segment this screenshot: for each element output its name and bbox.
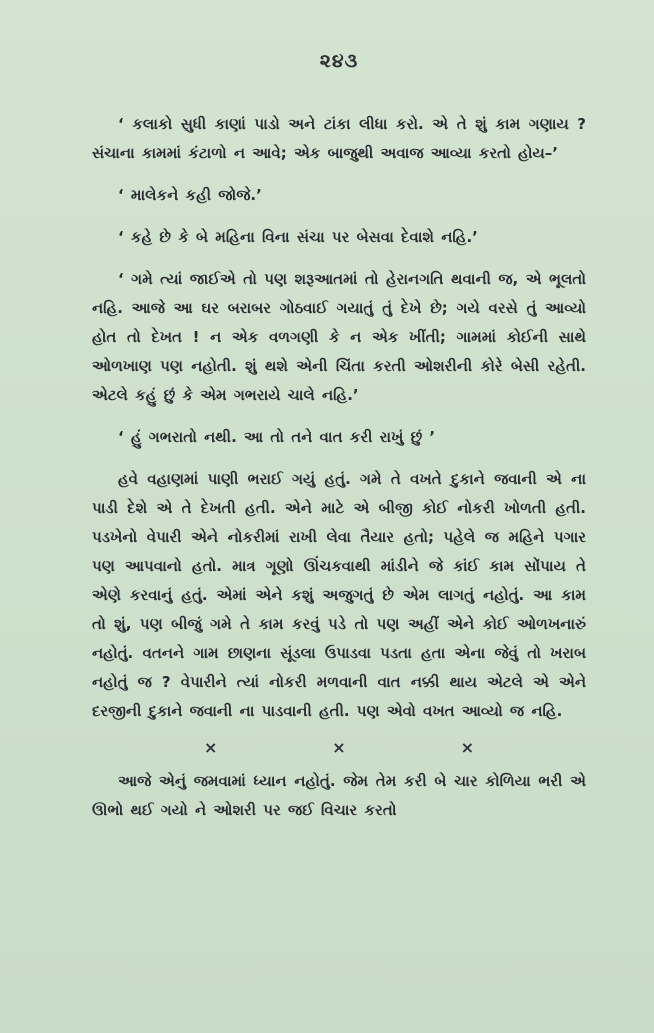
page-number: ૨૪૩ (319, 50, 359, 72)
section-separator (204, 738, 474, 757)
dialogue-paragraph-2: ‘ માલેકને કહી જોજે.’ (118, 186, 262, 204)
dialogue-paragraph-5: ‘ હું ગભરાતો નથી. આ તો તને વાત કરી રાખું છું ’ (118, 428, 436, 446)
narrative-paragraph-1: હવે વહાણમાં પાણી ભરાઈ ગયું હતું. ગમે તે વખતે દુકાને જવાની એ ના પાડી દેશે એ તે દેખતી હતી. એને માટે એ બીજી કોઈ નોકરી ખોળતી હતી. પડખેનો વેપારી એને નોકરીમાં રાખી લેવા તૈયાર હતો; પહેલે જ મહિને પગાર પણ આપવાનો હતો. માત્ર ગૂણો ઊંચકવાથી માંડીને જે કાંઈ કામ સોંપાય તે એણે કરવાનું હતું. એમાં એને કશું અજુગતું છે એમ લાગતું નહોતું. આ કામ તો શું, પણ બીજું ગમે તે કામ કરવું પડે તો પણ અહીં એને કોઈ ઓળખનારું નહોતું. વતનને ગામ છાણના સૂંડલા ઉપાડવા પડતા હતા એના જેવું તો ખરાબ નહોતું જ ? વેપારીને ત્યાં નોકરી મળવાની વાત નક્કી થાય એટલે એ એને દરજીની દુકાને જવાની ના પાડવાની હતી. પણ એવો વખત આવ્યો જ નહિ. (92, 470, 586, 720)
separator-mark: × (204, 738, 218, 757)
separator-mark: × (332, 738, 346, 757)
dialogue-paragraph-1: ‘ કલાકો સુધી કાણાં પાડો અને ટાંકા લીધા કરો. એ તે શું કામ ગણાય ? સંચાના કામમાં કંટાળો ન આવે; એક બાજુથી અવાજ આવ્યા કરતો હોય–’ (92, 115, 586, 162)
narrative-paragraph-2: આજે એનું જમવામાં ધ્યાન નહોતું. જેમ તેમ કરી બે ચાર કોળિયા ભરી એ ઊભો થઈ ગયો ને ઓશરી પર જઈ વિચાર કરતો (92, 772, 586, 819)
dialogue-paragraph-3: ‘ કહે છે કે બે મહિના વિના સંચા પર બેસવા દેવાશે નહિ.’ (118, 228, 478, 246)
separator-mark: × (460, 738, 474, 757)
dialogue-paragraph-4: ‘ ગમે ત્યાં જાઈએ તો પણ શરૂઆતમાં તો હેરાનગતિ થવાની જ, એ ભૂલતો નહિ. આજે આ ઘર બરાબર ગોઠવાઈ ગયાતું તું દેખે છે; ગયે વરસે તું આવ્યો હોત તો દેખત ! ન એક વળગણી કે ન એક ખીંતી; ગામમાં કોઈની સાથે ઓળખાણ પણ નહોતી. શું થશે એની ચિંતા કરતી ઓશરીની કોરે બેસી રહેતી. એટલે કહું છું કે એમ ગભરાયે ચાલે નહિ.’ (92, 270, 587, 404)
